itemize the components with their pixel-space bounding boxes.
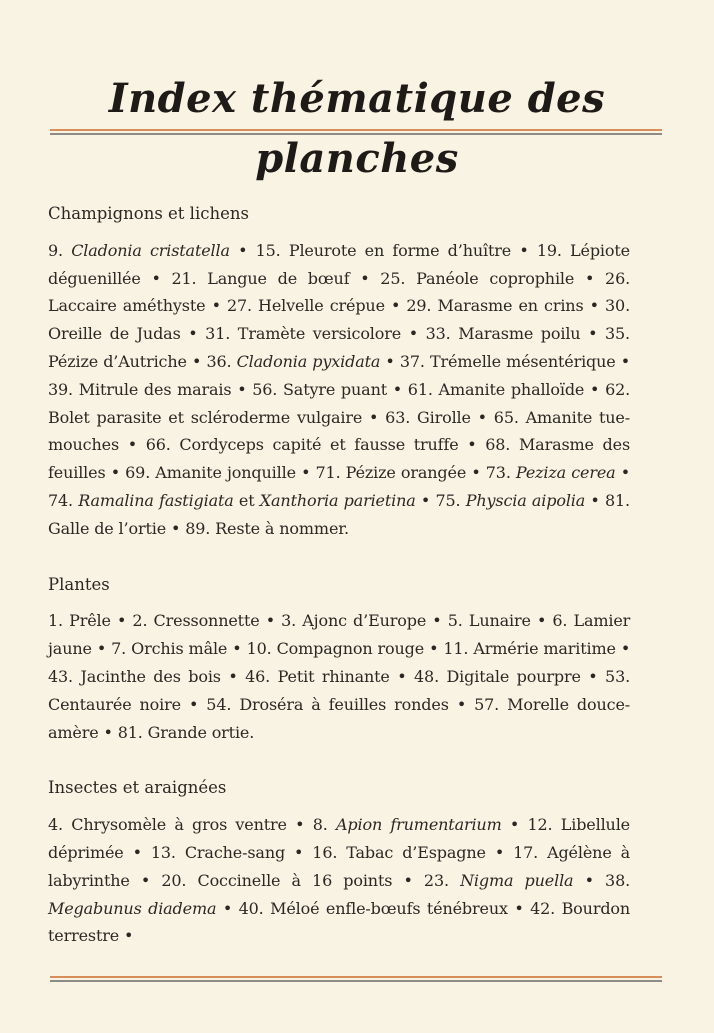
entry-number: 26.	[605, 268, 631, 288]
index-entry	[125, 463, 296, 482]
bullet-separator: •	[211, 296, 221, 316]
entry-name: Satyre puant	[283, 379, 387, 399]
entry-name: Cordyceps capité et fausse truffe	[179, 435, 459, 455]
entry-number: 29.	[406, 296, 432, 316]
entry-number: 61.	[407, 379, 433, 399]
index-entry	[408, 380, 584, 399]
bullet-separator: •	[116, 611, 127, 631]
entry-name: Bolet parasite et scléroderme vulgaire	[48, 407, 363, 427]
section-entries	[48, 607, 630, 746]
entry-name: Reste à nommer.	[215, 518, 349, 538]
entry-number: 46.	[245, 666, 271, 686]
entry-name: Marasme des feuilles	[48, 435, 631, 483]
entry-number: 8.	[312, 815, 328, 835]
index-entry	[161, 871, 392, 890]
index-entry	[406, 296, 583, 315]
entry-name: Crache-sang	[184, 842, 286, 862]
entry-name: Armérie maritime	[473, 639, 616, 659]
entry-number: 27.	[226, 296, 252, 316]
index-entry	[426, 324, 581, 343]
entry-name: Digitale pourpre	[446, 666, 581, 686]
entry-number: 11.	[443, 639, 469, 659]
entry-name: Marasme poilu	[458, 324, 581, 344]
bullet-separator: •	[589, 296, 599, 316]
entry-number: 13.	[150, 842, 176, 862]
bullet-separator: •	[408, 324, 418, 344]
entry-number: 4.	[48, 815, 63, 835]
index-entry	[118, 723, 254, 742]
entry-number: 2.	[132, 611, 148, 631]
bottom-divider	[50, 976, 662, 982]
index-entry	[247, 639, 425, 658]
index-entry	[48, 815, 287, 834]
entry-number: 75.	[435, 490, 461, 510]
entry-number: 33.	[425, 324, 451, 344]
entry-name: Laccaire améthyste	[48, 296, 206, 316]
entry-number: 57.	[474, 694, 500, 714]
index-content	[48, 200, 630, 950]
entry-name: Trémelle mésentérique	[430, 351, 616, 371]
index-entry	[252, 380, 387, 399]
entry-number: 9.	[48, 240, 63, 260]
entry-name: Langue de bœuf	[207, 268, 350, 288]
entry-number: 43.	[48, 666, 73, 686]
entry-name: Grande ortie.	[147, 722, 255, 742]
bullet-separator: •	[509, 815, 520, 835]
index-entry	[48, 667, 221, 686]
bullet-separator: •	[397, 666, 407, 686]
bullet-separator: •	[191, 351, 202, 371]
bullet-separator: •	[110, 463, 120, 483]
entry-number: 81.	[604, 490, 630, 510]
index-entry	[486, 463, 616, 482]
bullet-separator: •	[590, 490, 600, 510]
bullet-separator: •	[170, 518, 181, 538]
entry-number: 53.	[605, 666, 631, 686]
entry-number: 66.	[145, 435, 171, 455]
section-entries	[48, 811, 630, 950]
entry-number: 3.	[281, 611, 297, 631]
entry-name: Tramète versicolore	[237, 324, 402, 344]
index-entry	[206, 695, 449, 714]
index-entry	[435, 491, 585, 510]
index-entry	[239, 899, 508, 918]
entry-number: 74.	[48, 490, 73, 510]
bullet-separator: •	[514, 898, 524, 918]
index-entry	[443, 639, 615, 658]
entry-number: 19.	[536, 240, 562, 260]
index-entry	[48, 611, 111, 630]
entry-number: 31.	[205, 324, 231, 344]
entry-number: 35.	[605, 324, 630, 344]
top-divider	[50, 129, 662, 135]
index-entry	[48, 380, 231, 399]
bullet-separator: •	[232, 639, 242, 659]
entry-number: 10.	[246, 639, 272, 659]
bullet-separator: •	[584, 870, 594, 890]
entry-name: Pleurote en forme d’huître	[288, 240, 512, 260]
entry-number: 42.	[530, 898, 556, 918]
index-entry	[48, 241, 230, 260]
entry-name-part: et	[233, 490, 260, 510]
entry-number: 48.	[414, 666, 440, 686]
entry-number: 15.	[255, 240, 281, 260]
entry-name: Lunaire	[468, 611, 531, 631]
bullet-separator: •	[132, 842, 142, 862]
entry-name: Libellule déprimée	[48, 815, 630, 862]
index-entry	[424, 871, 574, 890]
entry-name-part: Xanthoria parietina	[259, 490, 416, 510]
entry-name: Girolle	[417, 407, 471, 427]
bullet-separator: •	[151, 268, 161, 288]
section-heading: Plantes	[48, 574, 110, 594]
entry-number: 21.	[171, 268, 197, 288]
entry-name: Ajonc d’Europe	[302, 611, 427, 631]
index-entry	[448, 611, 531, 630]
bullet-separator: •	[360, 268, 370, 288]
bullet-separator: •	[127, 435, 138, 455]
entry-number: 38.	[605, 870, 631, 890]
entry-name-part: Ramalina fastigiata	[78, 490, 234, 510]
entry-number: 37.	[399, 351, 425, 371]
bullet-separator: •	[301, 463, 311, 483]
entry-name: Petit rhinante	[277, 666, 390, 686]
bullet-separator: •	[588, 666, 598, 686]
bullet-separator: •	[620, 463, 630, 483]
entry-number: 39.	[48, 379, 73, 399]
entry-name: Amanite jonquille	[155, 463, 296, 483]
bullet-separator: •	[265, 611, 275, 631]
index-entry	[414, 667, 581, 686]
bullet-separator: •	[385, 351, 395, 371]
bullet-separator: •	[519, 240, 529, 260]
bullet-separator: •	[294, 842, 304, 862]
bullet-separator: •	[124, 926, 134, 946]
entry-name: Pézize d’Autriche	[48, 351, 187, 371]
index-entry	[111, 639, 227, 658]
entry-number: 25.	[380, 268, 406, 288]
index-entry	[206, 352, 380, 371]
entry-name: Agélène à labyrinthe	[48, 842, 630, 890]
entry-name: Bourdon terrestre	[48, 898, 631, 946]
bullet-separator: •	[620, 351, 631, 371]
section-entries	[48, 237, 630, 543]
entry-number: 54.	[206, 694, 232, 714]
index-entry	[227, 296, 385, 315]
bottom-divider-grey-line	[50, 980, 662, 982]
entry-number: 63.	[385, 407, 411, 427]
entry-name: Physcia aipolia	[465, 490, 586, 510]
entry-name: Coccinelle à 16 points	[197, 870, 393, 890]
entry-number: 23.	[423, 870, 449, 890]
section-insectes	[48, 774, 630, 950]
bullet-separator: •	[620, 639, 631, 659]
entry-name: Marasme en crins	[437, 296, 584, 316]
bullet-separator: •	[238, 240, 248, 260]
index-entry	[380, 269, 574, 288]
bullet-separator: •	[392, 379, 403, 399]
entry-number: 62.	[605, 379, 631, 399]
bullet-separator: •	[471, 463, 481, 483]
top-divider-grey-line	[50, 133, 662, 135]
entry-name: Compagnon rouge	[276, 639, 425, 659]
entry-name: Centaurée noire	[48, 694, 181, 714]
entry-number: 69.	[125, 463, 151, 483]
index-entry	[312, 843, 486, 862]
top-divider-orange-line	[50, 129, 662, 131]
bullet-separator: •	[477, 407, 487, 427]
entry-name: Mitrule des marais	[78, 379, 232, 399]
entry-number: 56.	[252, 379, 278, 399]
entry-number: 1.	[48, 611, 63, 631]
entry-name: Panéole coprophile	[416, 268, 575, 288]
bullet-separator: •	[429, 639, 439, 659]
index-entry	[146, 435, 459, 454]
entry-name: Megabunus diadema	[48, 898, 217, 918]
bullet-separator: •	[456, 694, 467, 714]
entry-number: 12.	[527, 815, 553, 835]
index-entry	[256, 241, 511, 260]
entry-number: 89.	[185, 518, 211, 538]
entry-number: 73.	[485, 463, 511, 483]
entry-number: 65.	[493, 407, 519, 427]
entry-name: Tabac d’Espagne	[346, 842, 486, 862]
entry-name: Chrysomèle à gros ventre	[71, 815, 287, 835]
bullet-separator: •	[590, 379, 600, 399]
bullet-separator: •	[390, 296, 401, 316]
bullet-separator: •	[222, 898, 233, 918]
bullet-separator: •	[96, 639, 107, 659]
entry-number: 7.	[111, 639, 127, 659]
bullet-separator: •	[103, 722, 113, 742]
index-entry	[172, 269, 350, 288]
entry-name: Jacinthe des bois	[80, 666, 221, 686]
entry-number: 68.	[485, 435, 511, 455]
bullet-separator: •	[420, 490, 431, 510]
entry-name: Méloé enfle-bœufs ténébreux	[270, 898, 508, 918]
entry-name: Lamier jaune	[48, 611, 631, 659]
bullet-separator: •	[467, 435, 477, 455]
entry-number: 20.	[161, 870, 187, 890]
entry-number: 71.	[315, 463, 341, 483]
page-title: Index thématique des planches	[108, 74, 606, 182]
entry-number: 40.	[238, 898, 264, 918]
index-entry	[205, 324, 401, 343]
bullet-separator: •	[295, 815, 305, 835]
bullet-separator: •	[588, 324, 598, 344]
bullet-separator: •	[228, 666, 238, 686]
entry-name: Lépiote déguenillée	[48, 240, 630, 288]
index-entry	[316, 463, 467, 482]
entry-name: Morelle douce-amère	[48, 694, 631, 742]
entry-number: 36.	[206, 351, 232, 371]
section-champignons	[48, 200, 630, 543]
bullet-separator: •	[188, 324, 198, 344]
section-heading: Champignons et lichens	[48, 204, 249, 223]
bullet-separator: •	[369, 407, 379, 427]
entry-name: Peziza cerea	[515, 463, 616, 483]
entry-name: Pézize orangée	[345, 463, 467, 483]
section-plantes	[48, 571, 630, 747]
bullet-separator: •	[403, 870, 413, 890]
entry-number: 17.	[513, 842, 539, 862]
index-entry	[313, 815, 502, 834]
entry-name: Oreille de Judas	[48, 324, 181, 344]
entry-name: Prêle	[69, 611, 111, 631]
index-entry	[151, 843, 285, 862]
entry-name: Cladonia pyxidata	[236, 351, 381, 371]
bullet-separator: •	[584, 268, 595, 288]
entry-number: 5.	[447, 611, 463, 631]
index-entry	[400, 352, 616, 371]
bullet-separator: •	[494, 842, 505, 862]
entry-name: Galle de l’ortie	[48, 518, 167, 538]
index-entry	[132, 611, 259, 630]
entry-name: Nigma puella	[460, 870, 574, 890]
section-heading: Insectes et araignées	[48, 778, 227, 798]
entry-number: 30.	[605, 296, 631, 316]
index-entry	[48, 491, 416, 510]
index-entry	[385, 408, 471, 427]
entry-name: Amanite phalloïde	[438, 379, 585, 399]
bottom-divider-orange-line	[50, 976, 662, 978]
entry-number: 6.	[552, 611, 568, 631]
entry-name: Droséra à feuilles rondes	[239, 694, 449, 714]
bullet-separator: •	[536, 611, 547, 631]
entry-name: Helvelle crépue	[258, 296, 385, 316]
bullet-separator: •	[188, 694, 199, 714]
entry-number: 81.	[117, 722, 143, 742]
entry-name: Orchis mâle	[131, 639, 228, 659]
bullet-separator: •	[432, 611, 442, 631]
index-entry	[281, 611, 426, 630]
entry-number: 16.	[312, 842, 338, 862]
bullet-separator: •	[140, 870, 151, 890]
index-entry	[185, 519, 349, 538]
bullet-separator: •	[237, 379, 247, 399]
entry-name: Cressonnette	[153, 611, 260, 631]
entry-name: Apion frumentarium	[336, 815, 502, 835]
entry-name: Amanite tue-mouches	[48, 407, 630, 455]
entry-name: Cladonia cristatella	[71, 240, 230, 260]
index-entry	[245, 667, 390, 686]
